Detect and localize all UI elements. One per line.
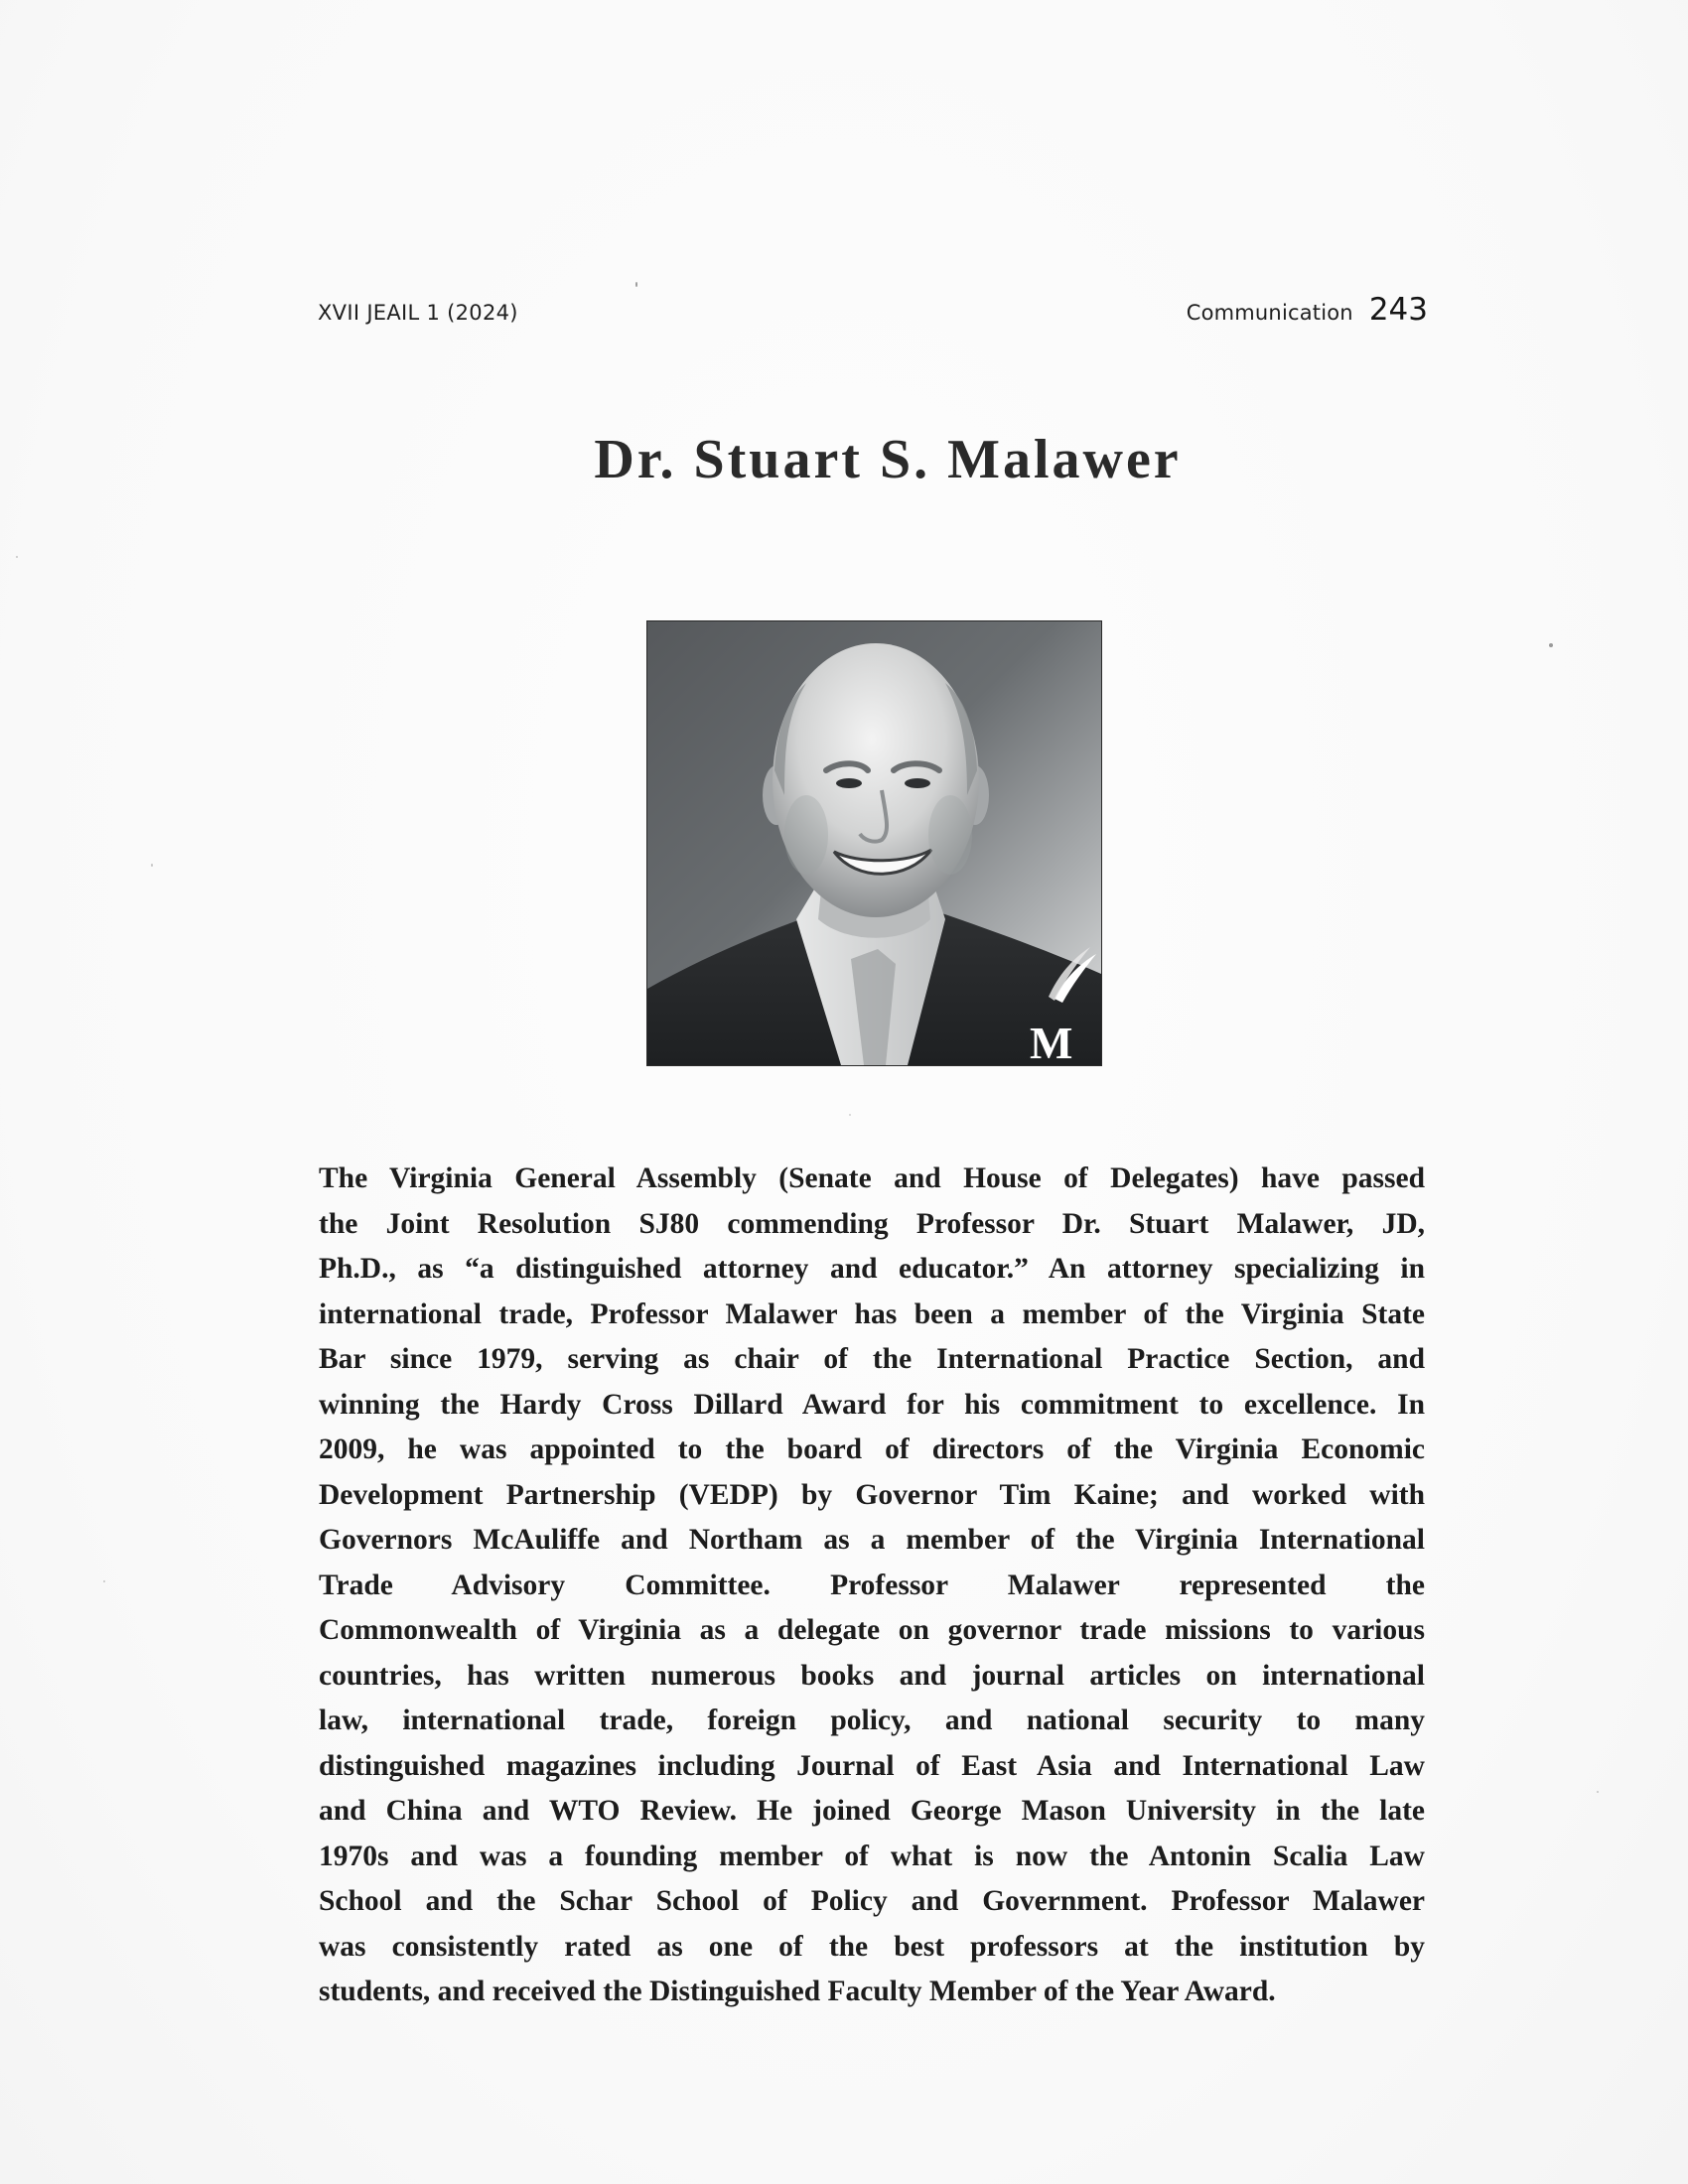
paragraph-line: was consistently rated as one of the best professors at the institution by <box>319 1930 1425 1963</box>
scan-speck <box>635 282 637 287</box>
section-label: Communication <box>1186 301 1353 325</box>
paragraph-line: winning the Hardy Cross Dillard Award for his commitment to excellence. In <box>319 1388 1425 1421</box>
scan-speck <box>1549 643 1553 647</box>
paragraph-line: Bar since 1979, serving as chair of the International Practice Section, and <box>319 1343 1425 1375</box>
paragraph-line: students, and received the Distinguished Faculty Member of the Year Award. <box>319 1976 1276 2007</box>
paragraph-line: law, international trade, foreign policy, and national security to many <box>319 1705 1425 1736</box>
paragraph-line: the Joint Resolution SJ80 commending Professor Dr. Stuart Malawer, JD, <box>319 1207 1425 1240</box>
paragraph-line: countries, has written numerous books and journal articles on international <box>319 1659 1425 1692</box>
paragraph-line: international trade, Professor Malawer has been a member of the Virginia State <box>319 1297 1425 1330</box>
portrait-photo <box>646 620 1102 1066</box>
running-head-right <box>1187 290 1428 335</box>
paragraph-line: and China and WTO Review. He joined George Mason University in the late <box>319 1795 1425 1827</box>
paragraph-line: School and the Schar School of Policy and Government. Professor Malawer <box>319 1885 1425 1917</box>
paragraph-line: distinguished magazines including Journal of East Asia and International Law <box>319 1749 1425 1782</box>
scan-speck <box>103 1580 105 1582</box>
paragraph-line: Governors McAuliffe and Northam as a member of the Virginia International <box>319 1524 1425 1556</box>
body-paragraph <box>319 1157 1425 2015</box>
scan-speck <box>16 556 18 558</box>
logo-letter: M <box>1030 1018 1073 1065</box>
paragraph-line: Development Partnership (VEDP) by Governor Tim Kaine; and worked with <box>319 1478 1425 1511</box>
scan-speck <box>151 864 153 867</box>
scan-speck <box>849 1114 851 1116</box>
paragraph-line: 1970s and was a founding member of what is now the Antonin Scalia Law <box>319 1840 1425 1872</box>
page-number: 243 <box>1368 292 1428 328</box>
article-title: Dr. Stuart S. Malawer <box>594 429 1182 490</box>
paragraph-line: Ph.D., as “a distinguished attorney and educator.” An attorney specializing in <box>319 1253 1425 1285</box>
journal-citation: XVII JEAIL 1 (2024) <box>318 301 518 325</box>
paragraph-line: Commonwealth of Virginia as a delegate on governor trade missions to various <box>319 1614 1425 1646</box>
scan-speck <box>1597 1791 1599 1793</box>
paragraph-line: 2009, he was appointed to the board of directors of the Virginia Economic <box>319 1433 1425 1465</box>
paragraph-line: The Virginia General Assembly (Senate and House of Delegates) have passed <box>319 1162 1425 1194</box>
paragraph-line: Trade Advisory Committee. Professor Malawer represented the <box>319 1569 1425 1601</box>
